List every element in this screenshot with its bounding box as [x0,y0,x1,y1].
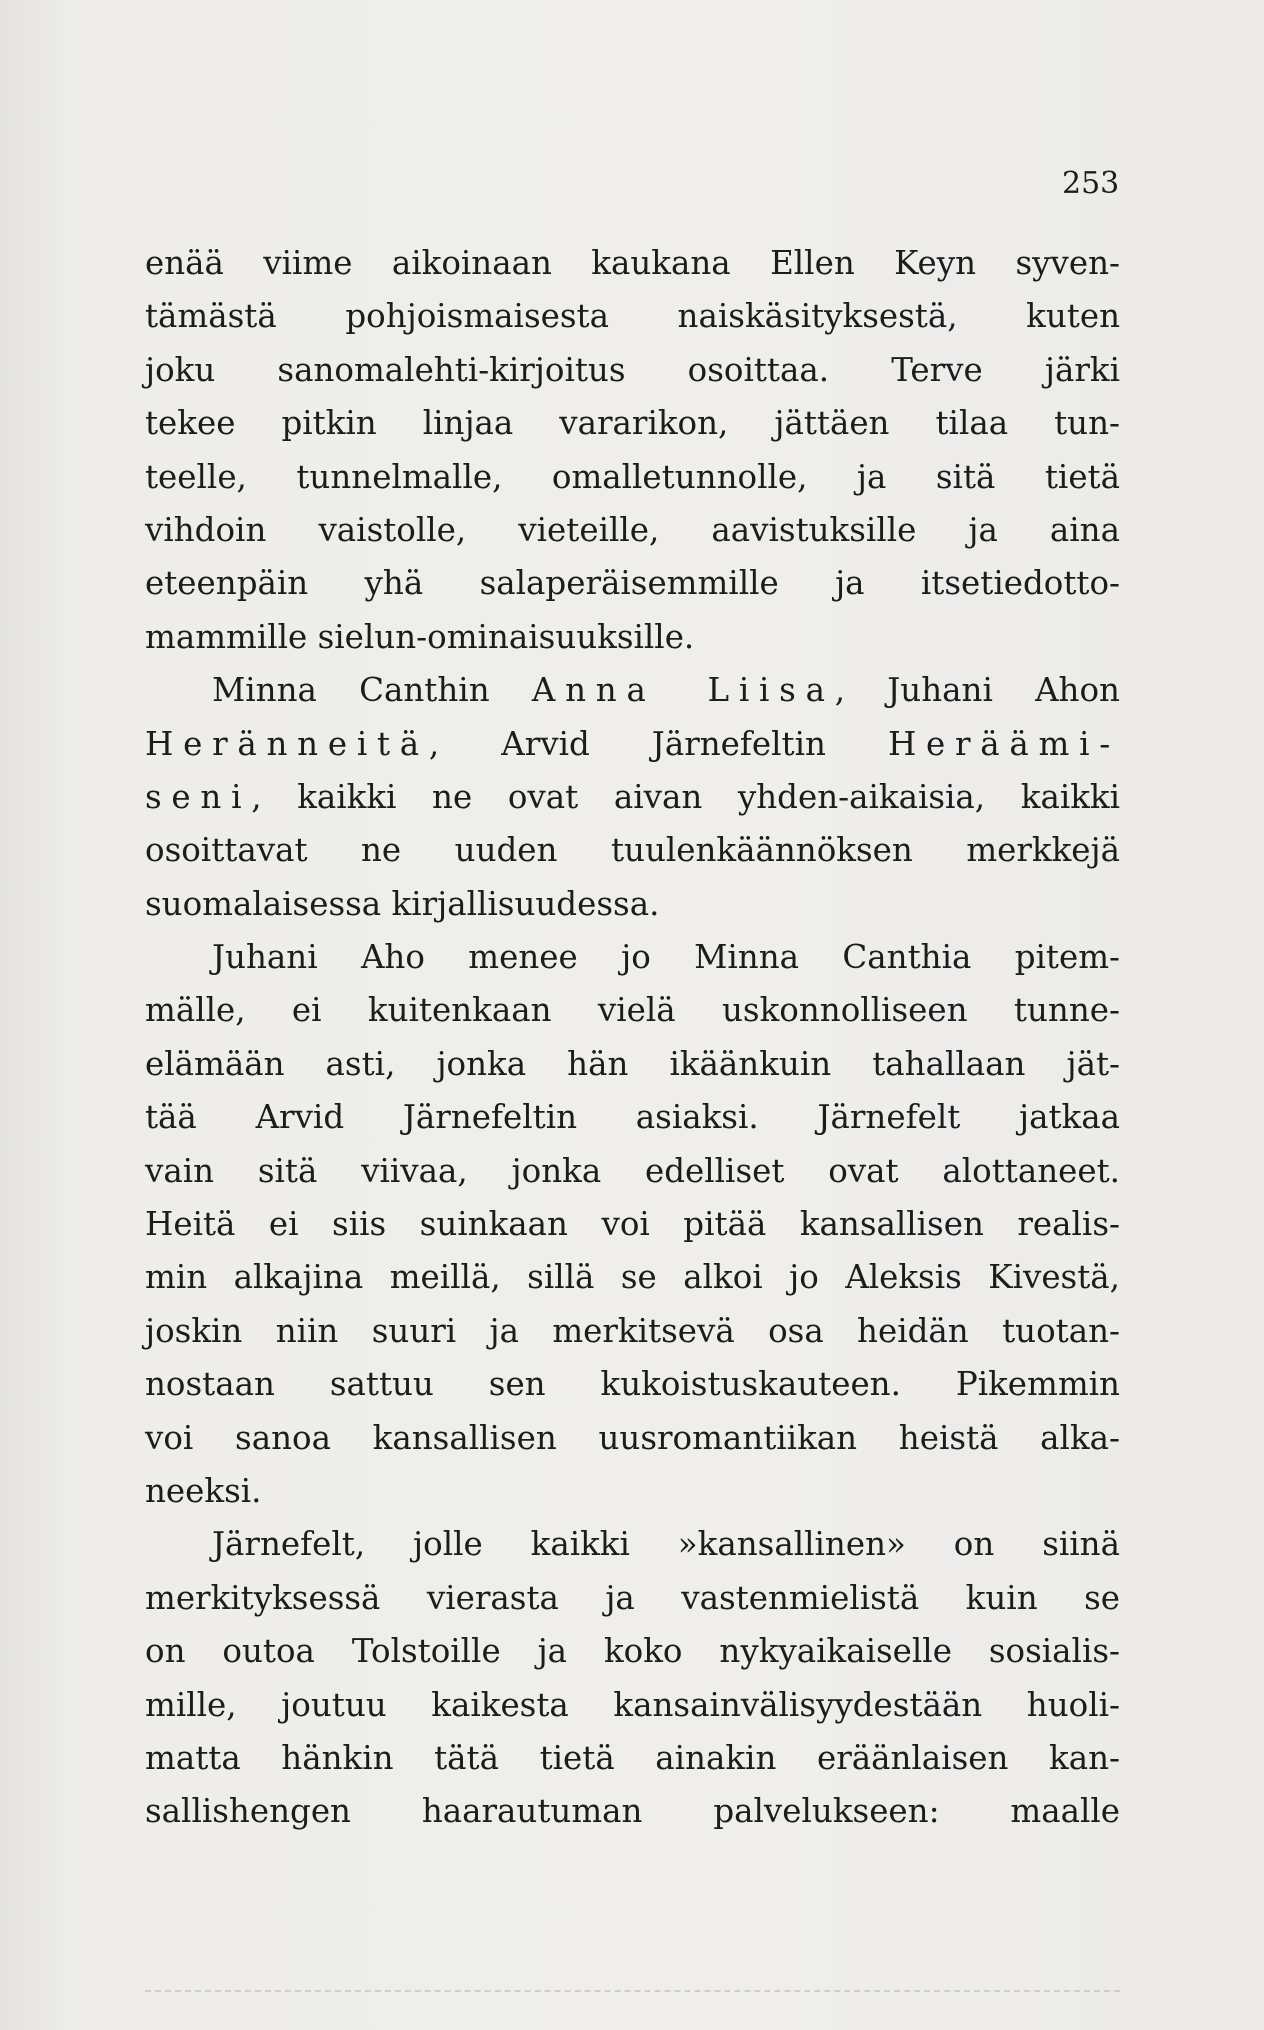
text-line: Juhani Aho menee jo Minna Canthia pitem- [212,938,1120,977]
text-line: Minna Canthin Anna Liisa, Juhani Ahon [212,671,1120,710]
text-line: vihdoin vaistolle, vieteille, aavistuksille ja aina [145,510,1120,549]
text-line: joskin niin suuri ja merkitsevä osa heidän tuotan- [145,1311,1120,1350]
text-line: matta hänkin tätä tietä ainakin eräänlaisen kan- [145,1738,1120,1777]
text-line: voi sanoa kansallisen uusromantiikan heistä alka- [145,1418,1120,1457]
text-line: tämästä pohjoismaisesta naiskäsityksestä, kuten [145,297,1120,336]
text-line: tää Arvid Järnefeltin asiaksi. Järnefelt jatkaa [145,1098,1120,1137]
text-line: min alkajina meillä, sillä se alkoi jo Aleksis Kivestä, [145,1258,1120,1297]
text-line: mälle, ei kuitenkaan vielä uskonnolliseen tunne- [145,991,1120,1030]
text-line: tekee pitkin linjaa vararikon, jättäen tilaa tun- [145,404,1120,443]
text-line: neeksi. [145,1471,262,1510]
page-number: 253 [1062,166,1120,201]
text-line: mille, joutuu kaikesta kansainvälisyydestään huoli- [145,1685,1120,1724]
spaced-title: Heränneitä [145,724,429,763]
text-line: sallishengen haarautuman palvelukseen: maalle [145,1792,1120,1831]
spaced-title: Anna Liisa [531,671,835,710]
text-line: elämään asti, jonka hän ikäänkuin tahallaan jät- [145,1044,1120,1083]
text-line: osoittavat ne uuden tuulenkäännöksen merkkejä [145,831,1120,870]
text-line: Järnefelt, jolle kaikki »kansallinen» on siinä [212,1525,1120,1564]
text-line: seni, kaikki ne ovat aivan yhden-aikaisia, kaikki [145,777,1120,816]
text-line: Heränneitä, Arvid Järnefeltin Heräämi- [145,724,1120,763]
text-line: joku sanomalehti-kirjoitus osoittaa. Terve järki [145,350,1120,389]
body-text [145,237,1120,1839]
spaced-title: Heräämi- [887,724,1120,763]
text-line: mammille sielun-ominaisuuksille. [145,617,695,656]
text-line: eteenpäin yhä salaperäisemmille ja itsetiedotto- [145,564,1120,603]
text-line: teelle, tunnelmalle, omalletunnolle, ja sitä tietä [145,457,1120,496]
text-line: vain sitä viivaa, jonka edelliset ovat alottaneet. [145,1151,1120,1190]
text-line: nostaan sattuu sen kukoistuskauteen. Pikemmin [145,1365,1120,1404]
text-line: Heitä ei siis suinkaan voi pitää kansallisen realis- [145,1205,1120,1244]
spaced-title: seni [145,777,252,816]
text-line: merkityksessä vierasta ja vastenmielistä kuin se [145,1578,1120,1617]
text-line: on outoa Tolstoille ja koko nykyaikaiselle sosialis- [145,1632,1120,1671]
page-bottom-smudge [145,1990,1120,1994]
text-line: suomalaisessa kirjallisuudessa. [145,884,660,923]
text-line: enää viime aikoinaan kaukana Ellen Keyn syven- [145,244,1120,282]
